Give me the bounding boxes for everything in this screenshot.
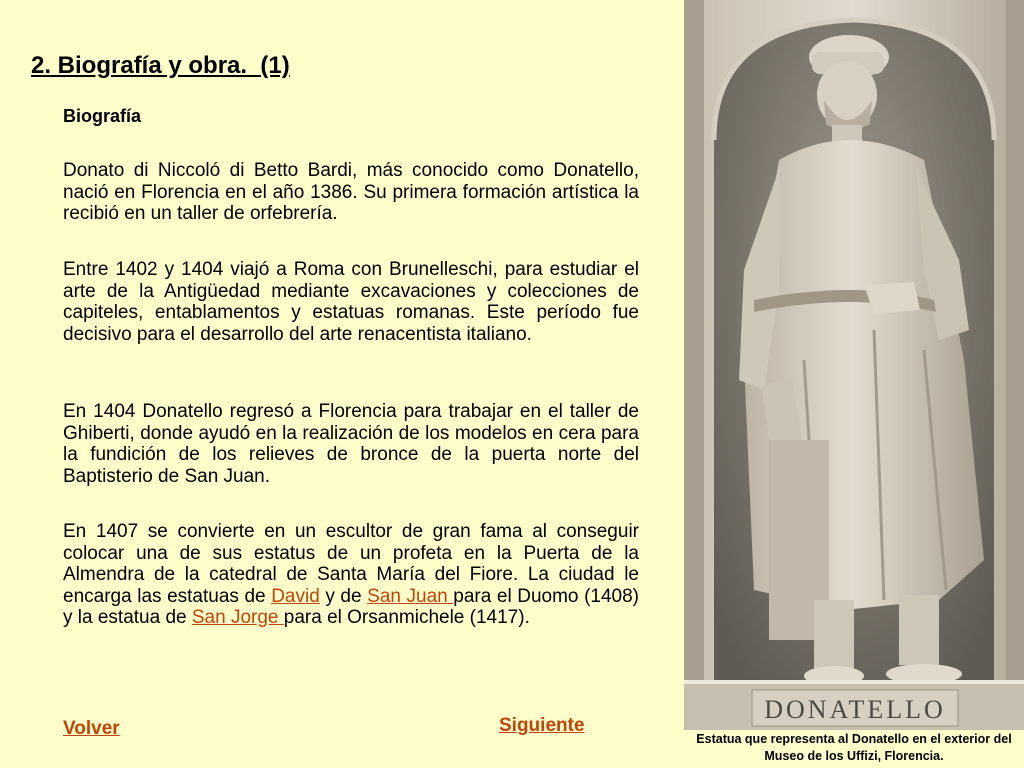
paragraph-fame-text-3: para el Duomo (1408) y la estatua de <box>63 585 639 628</box>
link-san-jorge[interactable]: San Jorge <box>191 607 284 628</box>
link-san-juan[interactable]: San Juan <box>367 585 454 607</box>
statue-plaque: DONATELLO <box>764 695 946 724</box>
statue-illustration <box>684 0 1024 730</box>
paragraph-rome: Entre 1402 y 1404 viajó a Roma con Brunelleschi, para estudiar el arte de la Antigüedad mediante excavaciones y colecciones de capiteles, entablamentos y estatuas romanas. Este período fue decisivo para el desarrollo del arte renacentista italiano. <box>63 259 639 345</box>
paragraph-fame <box>63 521 639 629</box>
paragraph-ghiberti: En 1404 Donatello regresó a Florencia para trabajar en el taller de Ghiberti, donde ayudó en la realización de los modelos en cera para la fundición de los relieves de bronce de la puerta norte del Baptisterio de San Juan. <box>63 401 639 487</box>
back-button[interactable]: Volver <box>63 718 120 739</box>
donatello-statue-image <box>684 0 1024 730</box>
next-button[interactable]: Siguiente <box>499 715 585 736</box>
paragraph-birth: Donato di Niccoló di Betto Bardi, más conocido como Donatello, nació en Florencia en el año 1386. Su primera formación artística la recibió en un taller de orfebrería. <box>63 160 639 224</box>
paragraph-fame-text-1: En 1407 se convierte en un escultor de gran fama al conseguir colocar una de sus estatus de un profeta en la Puerta de la Almendra de la catedral de Santa María del Fiore. La ciudad le encarga las estatuas de <box>63 521 639 607</box>
paragraph-fame-text-2: y de <box>319 585 368 607</box>
paragraph-fame-text-4: para el Orsanmichele (1417). <box>283 607 530 628</box>
image-caption: Estatua que representa al Donatello en el exterior del Museo de los Uffizi, Florencia. <box>696 732 1012 763</box>
slide-title: 2. Biografía y obra. (1) <box>31 52 290 79</box>
section-heading: Biografía <box>63 106 142 126</box>
link-david[interactable]: David <box>271 585 320 607</box>
